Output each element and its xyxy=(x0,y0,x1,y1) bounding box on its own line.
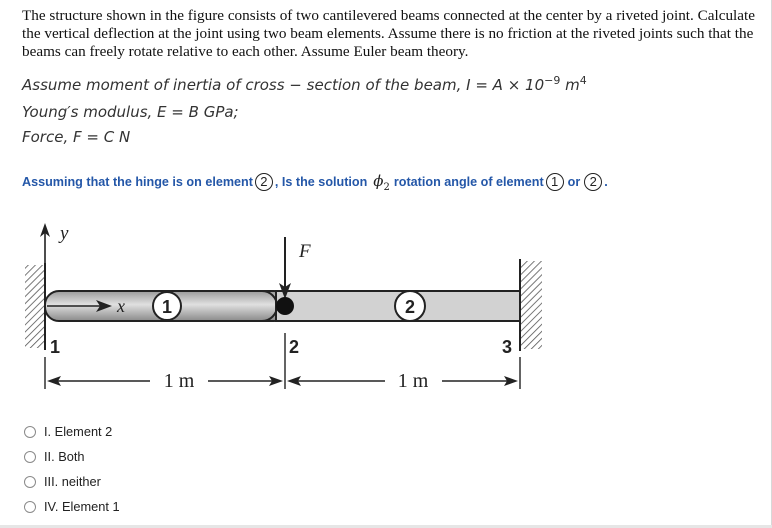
option-both-radio[interactable] xyxy=(24,451,36,463)
problem-statement: The structure shown in the figure consists of two cantilevered beams connected at the center by a riveted joint. Calculate the vertical deflection at the joint using two beam elements. Assume there is no friction at the riveted joints such that the beams can freely rotate relative to each other. Assume Euler beam theory. xyxy=(22,7,755,60)
phi-glyph: ϕ xyxy=(373,171,384,190)
option-element-2-label: I. Element 2 xyxy=(44,424,113,439)
hinge-rivet xyxy=(276,297,294,315)
option-element-2[interactable] xyxy=(24,419,120,444)
element-2b-circle: 2 xyxy=(584,173,602,191)
right-wall-hatch xyxy=(520,261,542,349)
force-label: F xyxy=(299,241,311,262)
question-end: . xyxy=(604,175,608,189)
question-part2: , Is the solution xyxy=(274,175,368,189)
option-neither[interactable] xyxy=(24,469,120,494)
force-line: Force, F = C N xyxy=(22,128,131,146)
question-or: or xyxy=(567,175,581,189)
element-1-label: 1 xyxy=(161,297,173,317)
option-element-1-label: IV. Element 1 xyxy=(44,499,120,514)
youngs-modulus-line: Young′s modulus, E = B GPa; xyxy=(22,103,239,121)
option-element-1-radio[interactable] xyxy=(24,501,36,513)
moment-of-inertia-text: Assume moment of inertia of cross − section of the beam, I = A × 10 xyxy=(22,76,545,94)
option-element-2-radio[interactable] xyxy=(24,426,36,438)
element-1-circle: 1 xyxy=(546,173,564,191)
question-line xyxy=(22,171,608,193)
dim-right-label: 1 m xyxy=(397,370,429,392)
phi-symbol xyxy=(373,172,390,193)
element-2-circle: 2 xyxy=(255,173,273,191)
option-both[interactable] xyxy=(24,444,120,469)
node-1-label: 1 xyxy=(50,337,61,357)
node-3-label: 3 xyxy=(502,337,513,357)
x-axis-label: x xyxy=(117,296,125,316)
y-axis-label: y xyxy=(60,223,69,244)
answer-options xyxy=(24,419,120,519)
left-wall-hatch xyxy=(25,265,45,348)
moment-unit-exponent: 4 xyxy=(579,74,587,87)
phi-subscript: 2 xyxy=(383,181,390,193)
option-neither-radio[interactable] xyxy=(24,476,36,488)
element-2-label: 2 xyxy=(404,297,416,317)
option-element-1[interactable] xyxy=(24,494,120,519)
option-neither-label: III. neither xyxy=(44,474,101,489)
dim-left-label: 1 m xyxy=(163,370,195,392)
beam-figure xyxy=(0,215,560,400)
moment-of-inertia-line xyxy=(22,74,587,94)
moment-exponent: −9 xyxy=(544,74,561,87)
option-both-label: II. Both xyxy=(44,449,85,464)
moment-unit: m xyxy=(565,76,580,94)
question-part3: rotation angle of element xyxy=(393,175,544,189)
question-part1: Assuming that the hinge is on element xyxy=(22,175,253,189)
node-2-label: 2 xyxy=(289,337,300,357)
